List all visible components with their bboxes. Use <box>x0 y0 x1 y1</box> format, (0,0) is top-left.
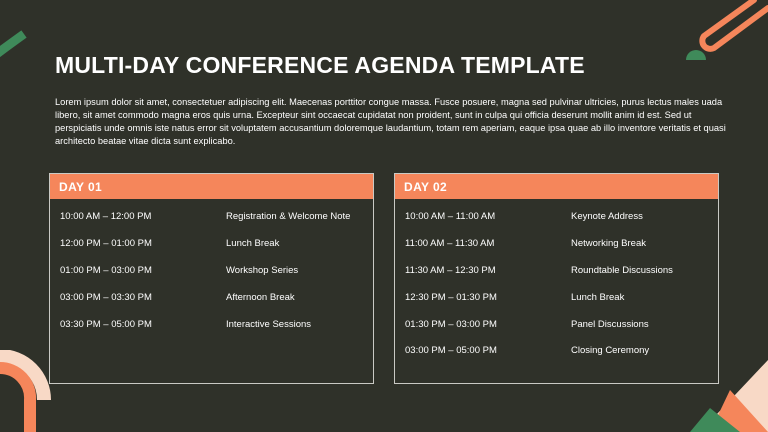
day-1-agenda-card <box>49 173 374 384</box>
session-event: Roundtable Discussions <box>571 264 673 276</box>
session-time: 01:00 PM – 03:00 PM <box>60 264 152 276</box>
session-time: 11:30 AM – 12:30 PM <box>405 264 496 276</box>
session-event: Workshop Series <box>226 264 299 276</box>
session-row <box>50 291 373 318</box>
session-time: 12:00 PM – 01:00 PM <box>60 237 152 249</box>
session-event: Keynote Address <box>571 211 643 222</box>
session-event: Afternoon Break <box>226 291 295 303</box>
session-event: Lunch Break <box>571 291 625 303</box>
session-row <box>50 264 373 291</box>
session-time: 03:00 PM – 05:00 PM <box>405 345 497 357</box>
day-2-header: DAY 02 <box>395 174 718 199</box>
intro-paragraph: Lorem ipsum dolor sit amet, consectetuer adipiscing elit. Maecenas porttitor congue massa. Fusce posuere, magna sed pulvinar ultricies, purus lectus males uada libero, sit amet commodo magna eros quis urna. Excepteur sint occaecat cupidatat non proident, sunt in culpa qui officia deserunt mollit anim id est. Sed ut perspiciatis unde omnis iste natus error sit voluptatem accusantium doloremque laudantium, totam rem aperiam, eaque ipsa quae ab illo inventore veritatis et quasi architecto beatae vitae dicta sunt explicabo. <box>55 97 726 146</box>
session-time: 10:00 AM – 12:00 PM <box>60 211 152 222</box>
session-row <box>395 291 718 318</box>
session-time: 01:30 PM – 03:00 PM <box>405 318 497 330</box>
session-event: Lunch Break <box>226 237 280 249</box>
orange-loop-decoration <box>676 0 768 70</box>
session-event: Panel Discussions <box>571 318 649 330</box>
session-row <box>50 210 373 237</box>
day-1-session-list <box>50 199 373 344</box>
page-title: MULTI-DAY CONFERENCE AGENDA TEMPLATE <box>55 52 585 78</box>
session-time: 10:00 AM – 11:00 AM <box>405 211 496 222</box>
session-time: 03:30 PM – 05:00 PM <box>60 318 152 330</box>
session-time: 12:30 PM – 01:30 PM <box>405 291 497 303</box>
green-arc-decoration <box>0 0 40 70</box>
session-event: Networking Break <box>571 237 646 249</box>
day-2-agenda-card <box>394 173 719 384</box>
session-row <box>395 344 718 371</box>
session-row <box>395 237 718 264</box>
session-event: Closing Ceremony <box>571 345 650 357</box>
day-1-header: DAY 01 <box>50 174 373 199</box>
session-row <box>50 237 373 264</box>
session-event: Registration & Welcome Note <box>226 211 351 222</box>
session-time: 03:00 PM – 03:30 PM <box>60 291 152 303</box>
session-time: 11:00 AM – 11:30 AM <box>405 237 495 249</box>
day-2-session-list <box>395 199 718 371</box>
session-row <box>395 264 718 291</box>
session-row <box>395 210 718 237</box>
session-row <box>395 318 718 345</box>
session-event: Interactive Sessions <box>226 318 312 330</box>
session-row <box>50 318 373 345</box>
